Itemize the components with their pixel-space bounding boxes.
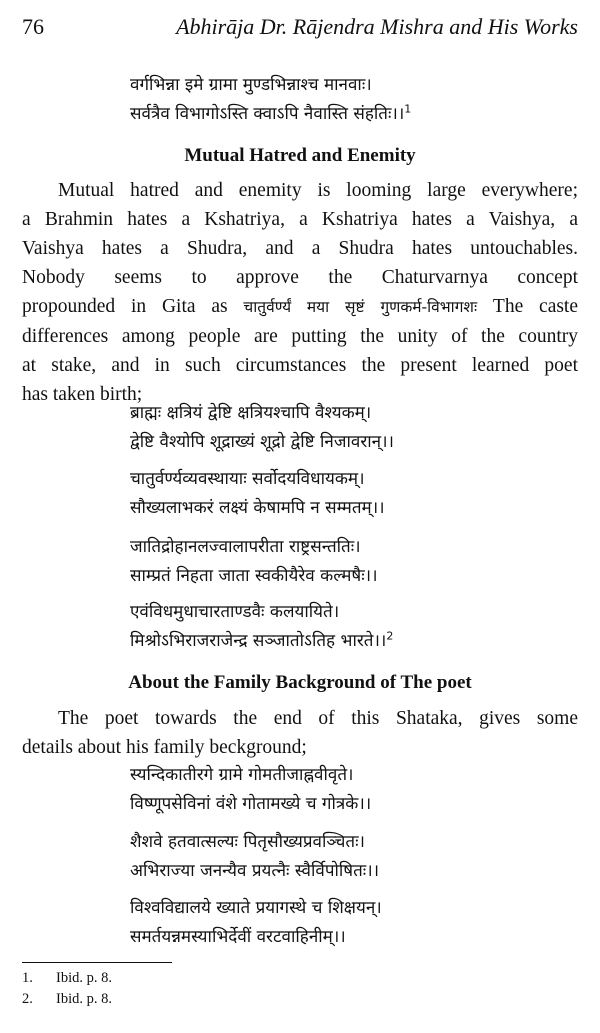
verse-2c bbox=[130, 534, 378, 592]
section-heading-family-background: About the Family Background of The poet bbox=[128, 672, 472, 693]
page-number: 76 bbox=[22, 14, 44, 39]
verse-line-text: मिश्रोऽभिराजराजेन्द्र सञ्जातोऽतिह भारते।। bbox=[130, 631, 387, 651]
verse-line: सौख्यलाभकरं लक्ष्यं केषामपि न सम्मतम्।। bbox=[130, 498, 385, 518]
paragraph-line: differences among people are putting the unity of the country bbox=[22, 326, 578, 347]
paragraph-line: has taken birth; bbox=[22, 384, 143, 405]
verse-line: वर्गभिन्ना इमे ग्रामा मुण्डभिन्नाश्च मानवाः। bbox=[130, 75, 372, 95]
paragraph-line bbox=[22, 292, 578, 322]
verse-line: विष्णूपसेविनां वंशे गोतामख्ये च गोत्रके।। bbox=[130, 794, 372, 814]
footnote-ref: 2 bbox=[386, 629, 394, 643]
verse-line: समर्तयन्नमस्याभिर्देवीं वरटवाहिनीम्।। bbox=[130, 927, 346, 947]
verse-line bbox=[130, 101, 411, 130]
verse-line: द्वेष्टि वैश्योपि शूद्राख्यं शूद्रो द्वेष्टि निजावरान्।। bbox=[130, 432, 394, 452]
verse-line bbox=[130, 628, 393, 657]
footnote-number: 2. bbox=[22, 991, 33, 1007]
paragraph-line: at stake, and in such circumstances the present learned poet bbox=[22, 355, 578, 376]
verse-3b bbox=[130, 829, 379, 887]
paragraph-line: The poet towards the end of this Shataka, gives some bbox=[58, 708, 578, 729]
paragraph-mutual-hatred bbox=[22, 176, 578, 409]
verse-2d bbox=[130, 599, 393, 657]
verse-3c bbox=[130, 895, 382, 953]
verse-2a bbox=[130, 400, 394, 458]
verse-3a bbox=[130, 762, 371, 820]
running-title: Abhirāja Dr. Rājendra Mishra and His Works bbox=[176, 14, 578, 39]
paragraph-line: details about his family beckground; bbox=[22, 737, 307, 758]
verse-line: स्यन्दिकातीरगे ग्रामे गोमतीजाह्नवीवृते। bbox=[130, 765, 354, 785]
verse-line-text: सर्वत्रैव विभागोऽस्ति क्वाऽपि नैवास्ति संहतिः।। bbox=[130, 104, 405, 124]
verse-1 bbox=[130, 72, 411, 130]
footnote bbox=[22, 991, 112, 1008]
footnote bbox=[22, 970, 112, 987]
verse-line: साम्प्रतं निहता जाता स्वकीयैरेव कल्मषैः।। bbox=[130, 566, 378, 586]
section-heading-mutual-hatred: Mutual Hatred and Enemity bbox=[184, 145, 416, 166]
footnote-text: Ibid. p. 8. bbox=[56, 991, 112, 1007]
paragraph-family-background bbox=[22, 704, 578, 762]
verse-line: चातुर्वर्ण्यव्यवस्थायाः सर्वोदयविधायकम्। bbox=[130, 469, 365, 489]
paragraph-text: propounded in Gita as bbox=[22, 296, 228, 317]
verse-line: जातिद्रोहानलज्वालापरीता राष्ट्रसन्ततिः। bbox=[130, 537, 361, 557]
gita-quote: चातुर्वर्ण्यं मया सृष्टं गुणकर्म-विभागशः bbox=[243, 298, 478, 316]
footnote-ref: 1 bbox=[404, 102, 412, 116]
verse-line: ब्राह्मः क्षत्रियं द्वेष्टि क्षत्रियश्चापि वैश्यकम्। bbox=[130, 403, 372, 423]
verse-line: एवंविधमुधाचारताण्डवैः कलयायिते। bbox=[130, 602, 340, 622]
verse-line: शैशवे हतवात्सल्यः पितृसौख्यप्रवञ्चितः। bbox=[130, 832, 365, 852]
running-head bbox=[22, 14, 578, 44]
footnote-text: Ibid. p. 8. bbox=[56, 970, 112, 986]
footnote-number: 1. bbox=[22, 970, 33, 986]
paragraph-line: Mutual hatred and enemity is looming large everywhere; bbox=[58, 180, 578, 201]
paragraph-line: Nobody seems to approve the Chaturvarnya concept bbox=[22, 267, 578, 288]
verse-line: विश्वविद्यालये ख्याते प्रयागस्थे च शिक्षयन्। bbox=[130, 898, 382, 918]
paragraph-text: The caste bbox=[492, 296, 579, 317]
paragraph-line: Vaishya hates a Shudra, and a Shudra hates untouchables. bbox=[22, 238, 578, 259]
footnote-divider bbox=[22, 962, 172, 963]
verse-line: अभिराज्या जनन्यैव प्रयत्नैः स्वैर्विपोषितः।। bbox=[130, 861, 380, 881]
paragraph-line: a Brahmin hates a Kshatriya, a Kshatriya hates a Vaishya, a bbox=[22, 209, 578, 230]
verse-2b bbox=[130, 466, 385, 524]
